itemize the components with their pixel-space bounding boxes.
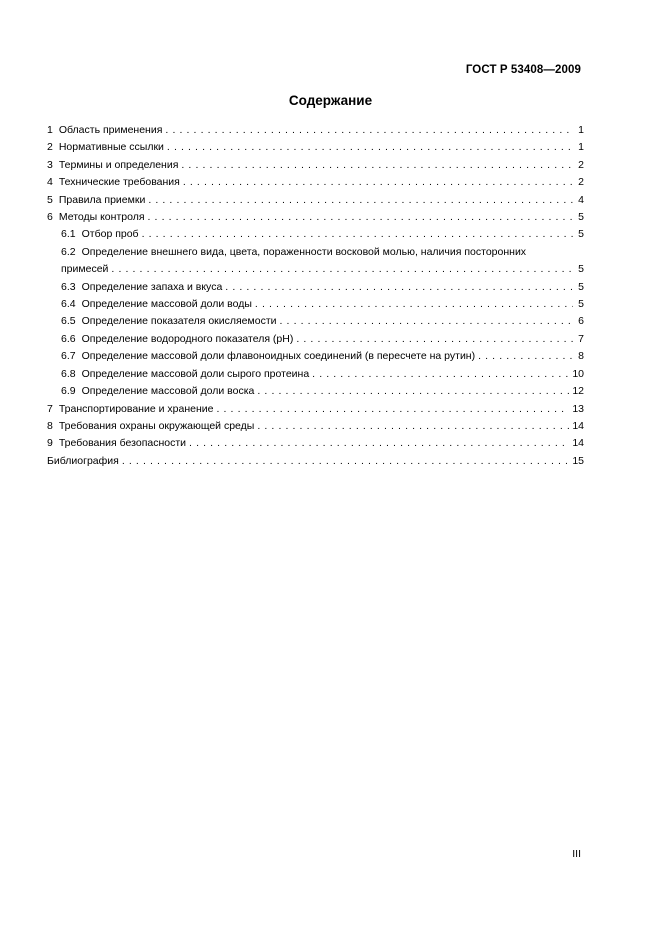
- toc-entry-number: 6.2: [61, 245, 76, 258]
- toc-entry-6-2[interactable]: [47, 244, 584, 279]
- toc-entry-number: 6.1: [61, 228, 76, 241]
- toc-entry-number: 6.4: [61, 298, 76, 311]
- toc-entry-label: Определение запаха и вкуса: [81, 280, 223, 293]
- toc-entry-label: Требования безопасности: [58, 437, 187, 450]
- toc-entry-label: Требования охраны окружающей среды: [58, 419, 255, 432]
- toc-entry-label: Правила приемки: [58, 193, 146, 206]
- toc-entry-number: 2: [47, 141, 53, 154]
- toc-entry-page: 2: [578, 158, 584, 171]
- toc-entry-6-8[interactable]: [47, 366, 584, 383]
- toc-entry-6-6[interactable]: [47, 331, 584, 348]
- toc-entry-6-4[interactable]: [47, 296, 584, 313]
- toc-entry-page: 5: [578, 228, 584, 241]
- toc-entry-6-9[interactable]: [47, 383, 584, 400]
- toc-entry-label: Методы контроля: [58, 211, 145, 224]
- toc-entry-label: Термины и определения: [58, 158, 179, 171]
- toc-entry-label: Определение массовой доли воды: [81, 298, 252, 311]
- dot-leader: [257, 418, 569, 435]
- toc-entry-number: 6.8: [61, 367, 76, 380]
- toc-entry-bibliography[interactable]: [47, 453, 584, 470]
- toc-entry-page: 7: [578, 332, 584, 345]
- toc-entry-label-line2: примесей: [61, 263, 109, 276]
- toc-entry-page: 4: [578, 193, 584, 206]
- toc-entry-number: 6.9: [61, 385, 76, 398]
- toc-entry-6-5[interactable]: [47, 313, 584, 330]
- toc-entry-6-7[interactable]: [47, 348, 584, 365]
- toc-entry-number: 6: [47, 211, 53, 224]
- toc-entry-page: 5: [578, 280, 584, 293]
- toc-entry-label: Определение показателя окисляемости: [81, 315, 277, 328]
- standard-code: ГОСТ Р 53408—2009: [465, 64, 581, 76]
- dot-leader: [148, 209, 573, 226]
- toc-entry-number: 6.6: [61, 332, 76, 345]
- toc-entry-page: 10: [572, 367, 584, 380]
- toc-entry-1[interactable]: [47, 122, 584, 139]
- toc-entry-label: Транспортирование и хранение: [58, 402, 214, 415]
- toc-entry-page: 13: [572, 402, 584, 415]
- dot-leader: [122, 453, 569, 470]
- toc-entry-number: 6.5: [61, 315, 76, 328]
- toc-entry-number: 8: [47, 419, 53, 432]
- toc-entry-page: 2: [578, 176, 584, 189]
- dot-leader: [257, 383, 569, 400]
- toc-entry-6-3[interactable]: [47, 279, 584, 296]
- toc-entry-9[interactable]: [47, 435, 584, 452]
- dot-leader: [142, 226, 573, 243]
- toc-entry-label: Технические требования: [58, 176, 180, 189]
- dot-leader: [312, 366, 569, 383]
- dot-leader: [296, 331, 573, 348]
- toc-entry-6-1[interactable]: [47, 226, 584, 243]
- toc-entry-page: 1: [578, 124, 584, 136]
- dot-leader: [165, 122, 573, 139]
- toc-entry-number: 9: [47, 437, 53, 450]
- dot-leader: [280, 313, 573, 330]
- dot-leader: [183, 174, 573, 191]
- toc-entry-number: 5: [47, 193, 53, 206]
- toc-entry-page: 15: [572, 454, 584, 467]
- page-number: III: [572, 848, 581, 860]
- toc-entry-page: 5: [578, 298, 584, 311]
- toc-entry-label: Нормативные ссылки: [58, 141, 164, 154]
- dot-leader: [255, 296, 573, 313]
- toc-entry-4[interactable]: [47, 174, 584, 191]
- toc-entry-label: Библиография: [47, 454, 119, 467]
- toc-entry-label-line1: Определение внешнего вида, цвета, пораженности восковой молью, наличия посторонних: [81, 245, 527, 258]
- dot-leader: [181, 157, 573, 174]
- toc-entry-7[interactable]: [47, 401, 584, 418]
- toc-entry-number: 7: [47, 402, 53, 415]
- toc-entry-3[interactable]: [47, 157, 584, 174]
- toc-entry-page: 8: [578, 350, 584, 363]
- toc-entry-page: 14: [572, 419, 584, 432]
- dot-leader: [167, 139, 573, 156]
- toc-entry-label: Отбор проб: [81, 228, 139, 241]
- toc-entry-label: Определение водородного показателя (рН): [81, 332, 294, 345]
- table-of-contents: [47, 122, 584, 470]
- toc-entry-number: 6.7: [61, 350, 76, 363]
- toc-entry-page: 1: [578, 141, 584, 154]
- toc-entry-2[interactable]: [47, 139, 584, 156]
- toc-entry-page: 5: [578, 211, 584, 224]
- dot-leader: [216, 401, 569, 418]
- dot-leader: [478, 348, 573, 365]
- toc-entry-label: Определение массовой доли воска: [81, 385, 255, 398]
- toc-entry-number: 4: [47, 176, 53, 189]
- toc-entry-page: 14: [572, 437, 584, 450]
- dot-leader: [148, 192, 573, 209]
- toc-entry-label: Определение массовой доли сырого протеина: [81, 367, 310, 380]
- toc-entry-6[interactable]: [47, 209, 584, 226]
- toc-entry-label: Определение массовой доли флавоноидных соединений (в пересчете на рутин): [81, 350, 476, 363]
- toc-entry-label: Область применения: [58, 124, 163, 136]
- toc-entry-number: 3: [47, 158, 53, 171]
- dot-leader: [189, 435, 569, 452]
- toc-entry-page: 12: [572, 385, 584, 398]
- toc-entry-page: 6: [578, 315, 584, 328]
- toc-entry-page: 5: [578, 263, 584, 276]
- toc-entry-number: 6.3: [61, 280, 76, 293]
- toc-title: Содержание: [288, 93, 373, 108]
- dot-leader: [225, 279, 573, 296]
- toc-entry-number: 1: [47, 124, 53, 136]
- dot-leader: [111, 261, 573, 278]
- toc-entry-8[interactable]: [47, 418, 584, 435]
- toc-entry-5[interactable]: [47, 192, 584, 209]
